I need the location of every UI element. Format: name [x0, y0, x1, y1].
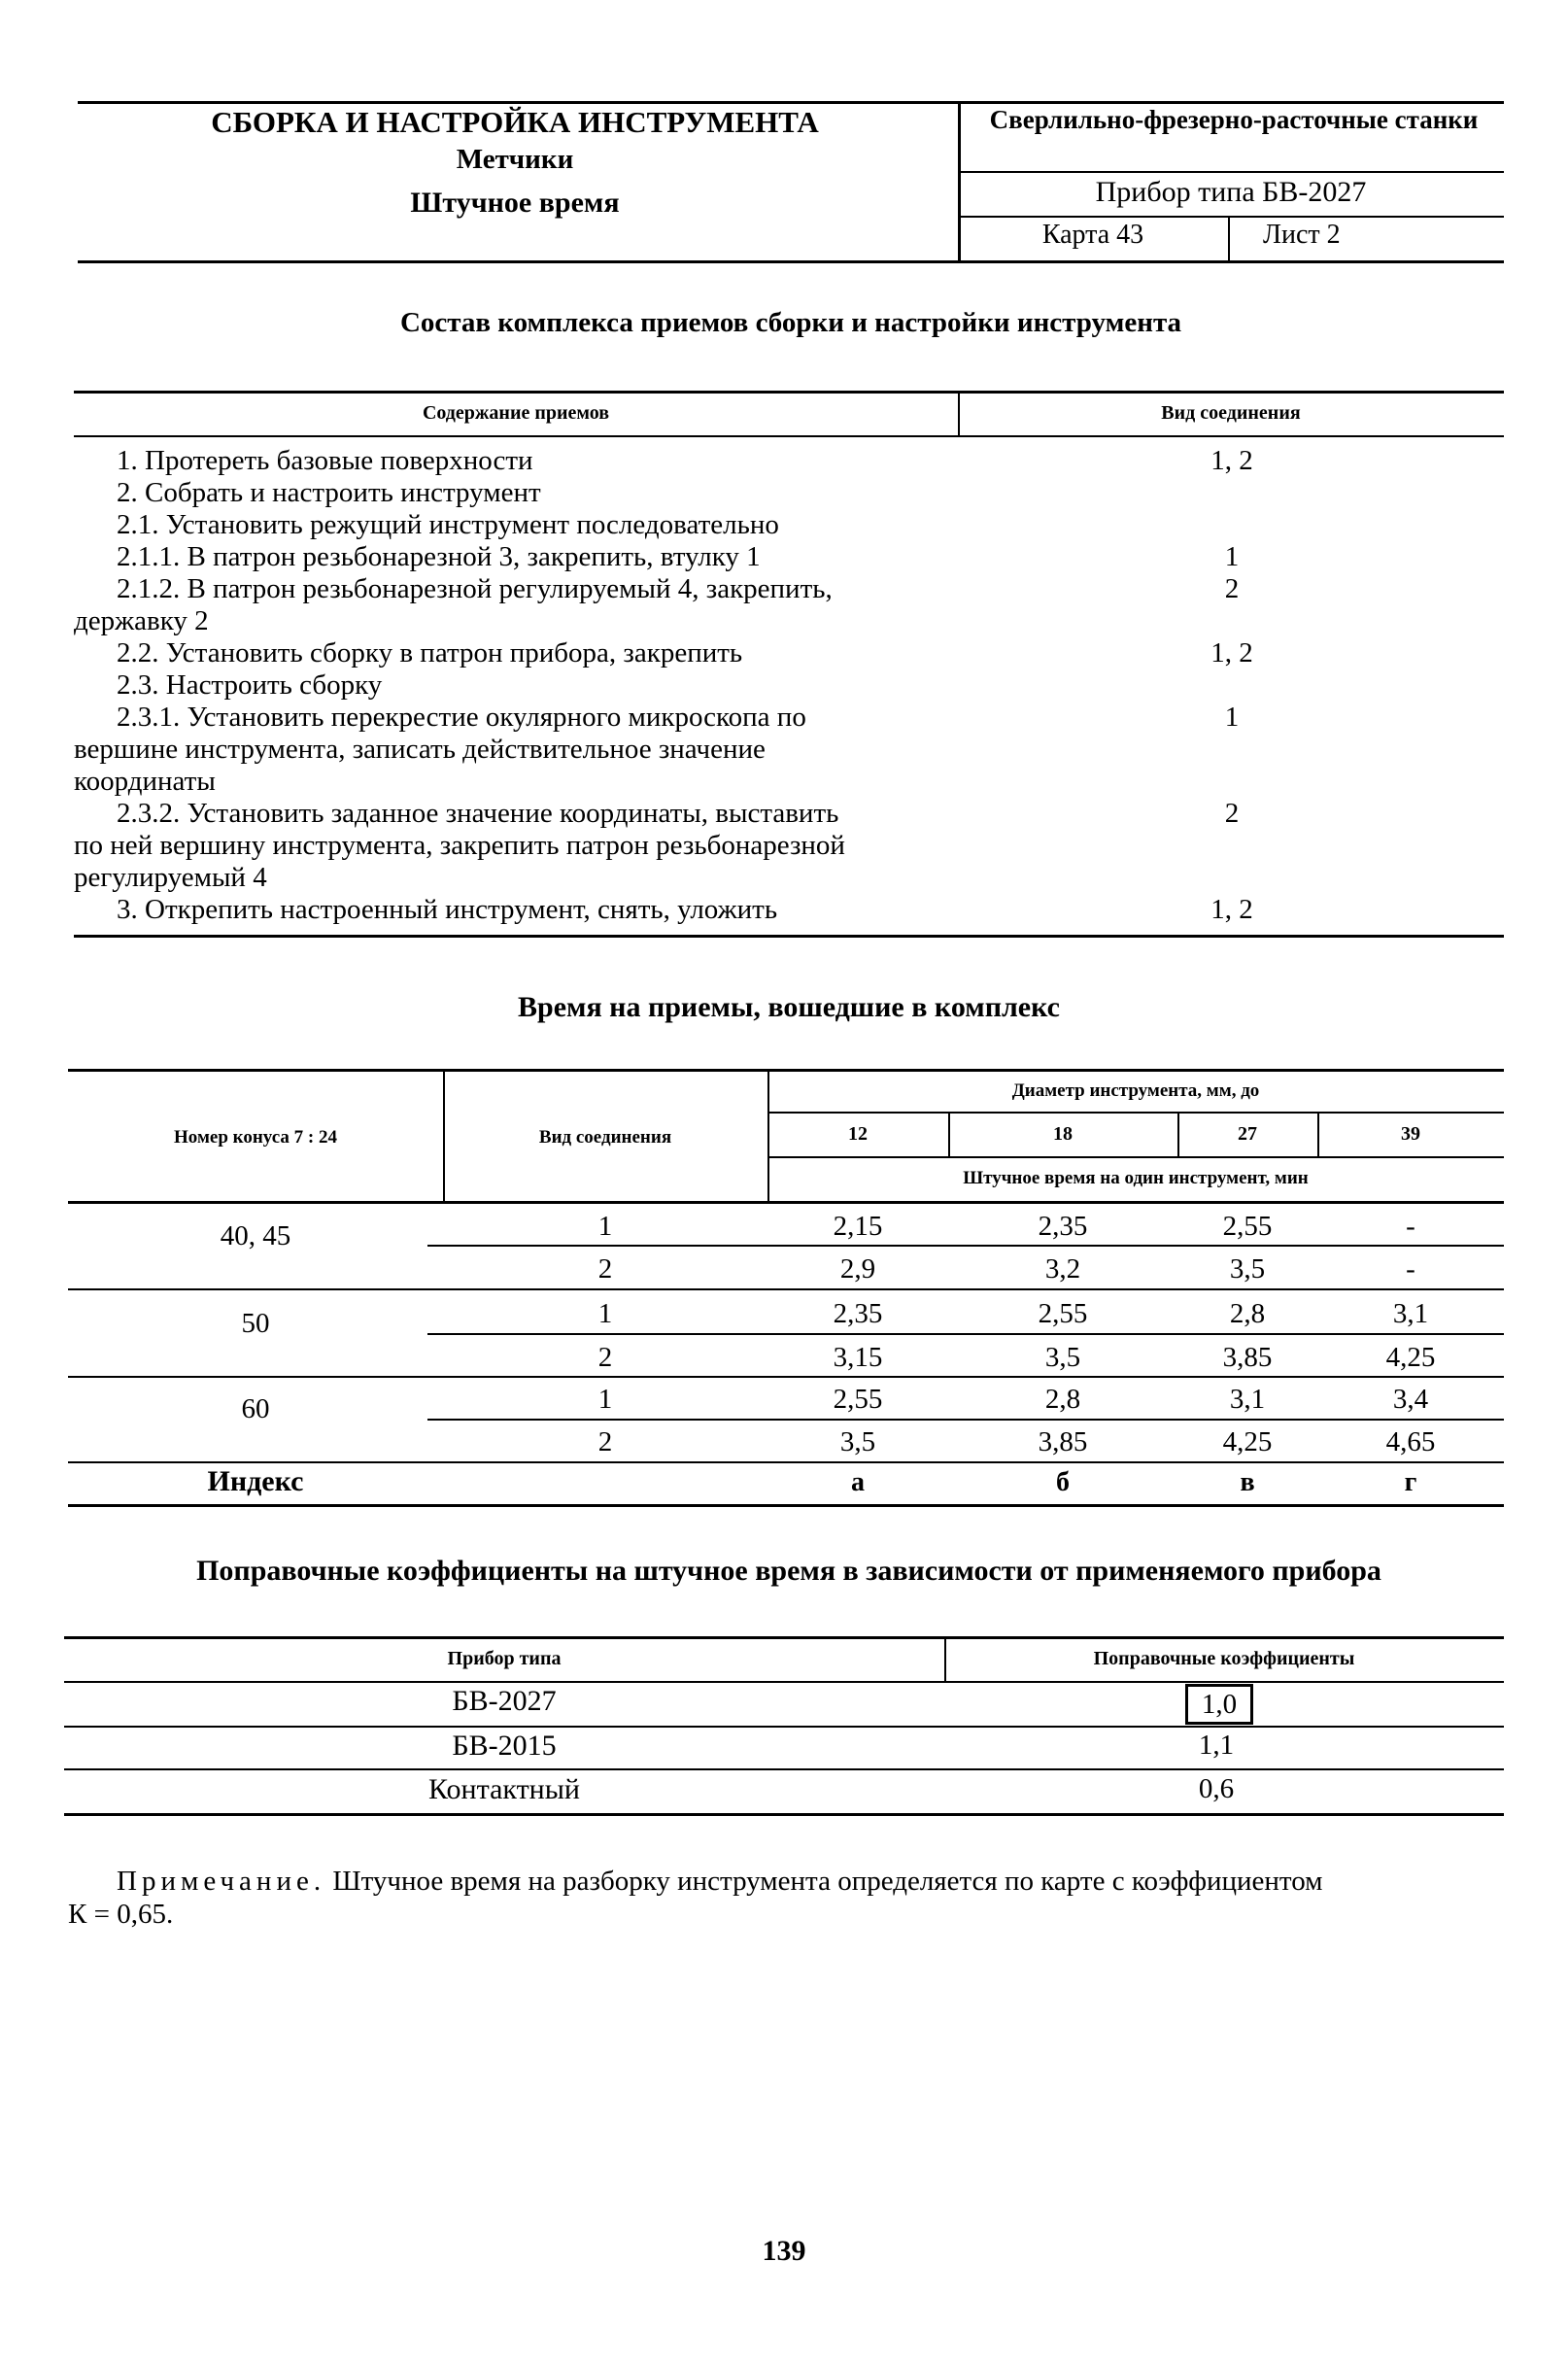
time-cell: 4,25 — [1385, 1342, 1436, 1373]
connection-type: 2 — [597, 1342, 613, 1373]
step-2-3-2-cont: по ней вершину инструмента, закрепить патрон резьбонарезной — [74, 830, 845, 861]
step-2: 2. Собрать и настроить инструмент — [117, 477, 541, 508]
cone-number: 60 — [241, 1393, 270, 1424]
header-machine: Сверлильно-фрезерно-расточные станки — [989, 105, 1479, 134]
header-subtitle2: Штучное время — [410, 187, 620, 219]
coef-row-2: 1,1 — [1198, 1730, 1235, 1761]
step-2-1-2-cont: державку 2 — [74, 605, 209, 636]
index-a: а — [851, 1467, 865, 1497]
diameter-18: 18 — [1053, 1123, 1073, 1145]
step-2-3-1-cont2: координаты — [74, 766, 216, 797]
step-2-1-2-value: 2 — [1224, 573, 1240, 604]
time-cell: - — [1406, 1253, 1415, 1285]
time-cell: 2,8 — [1044, 1384, 1081, 1415]
step-2-1-1: 2.1.1. В патрон резьбонарезной 3, закрепить, втулку 1 — [117, 541, 761, 572]
index-label: Индекс — [207, 1465, 304, 1497]
time-cell: 3,15 — [833, 1342, 883, 1373]
header-card: Карта 43 — [1041, 220, 1144, 250]
diameter-39: 39 — [1401, 1123, 1420, 1145]
index-b: б — [1056, 1467, 1070, 1497]
time-cell: 3,1 — [1392, 1298, 1429, 1329]
time-cell: 2,9 — [839, 1253, 876, 1285]
step-2-3-2-cont2: регулируемый 4 — [74, 862, 267, 893]
header-subtitle: Метчики — [456, 144, 574, 175]
coef-row-1: 1,0 — [1185, 1684, 1253, 1725]
time-cell: 3,5 — [839, 1426, 876, 1457]
connection-type: 2 — [597, 1253, 613, 1285]
connection-type: 1 — [597, 1384, 613, 1415]
diameter-12: 12 — [848, 1123, 868, 1145]
time-cell: 4,65 — [1385, 1426, 1436, 1457]
step-2-3-1-cont: вершине инструмента, записать действительное значение — [74, 734, 766, 765]
connection-type: 1 — [597, 1211, 613, 1242]
diameter-27: 27 — [1238, 1123, 1257, 1145]
device-row-1: БВ-2027 — [452, 1685, 557, 1717]
header-title: СБОРКА И НАСТРОЙКА ИНСТРУМЕНТА — [211, 105, 819, 139]
time-cell: 2,55 — [1038, 1298, 1088, 1329]
time-cell: 3,85 — [1222, 1342, 1273, 1373]
step-3-value: 1, 2 — [1210, 894, 1253, 925]
time-cell: 2,55 — [1222, 1211, 1273, 1242]
time-cell: 3,5 — [1229, 1253, 1266, 1285]
time-cell: 3,4 — [1392, 1384, 1429, 1415]
section2-unit-row: Штучное время на один инструмент, мин — [963, 1168, 1309, 1188]
time-cell: 2,8 — [1229, 1298, 1266, 1329]
time-cell: 4,25 — [1222, 1426, 1273, 1457]
step-2-3-1-value: 1 — [1224, 702, 1240, 733]
step-3: 3. Открепить настроенный инструмент, снять, уложить — [117, 894, 778, 925]
section2-title: Время на приемы, вошедшие в комплекс — [518, 991, 1060, 1023]
step-2-2: 2.2. Установить сборку в патрон прибора, закрепить — [117, 637, 743, 668]
step-2-3-2-value: 2 — [1224, 798, 1240, 829]
time-cell: - — [1406, 1211, 1415, 1242]
step-1-value: 1, 2 — [1210, 445, 1253, 476]
time-cell: 2,35 — [833, 1298, 883, 1329]
device-row-2: БВ-2015 — [452, 1730, 557, 1762]
step-2-3-2: 2.3.2. Установить заданное значение координаты, выставить — [117, 798, 839, 829]
device-row-3: Контактный — [428, 1773, 580, 1805]
connection-type: 2 — [597, 1426, 613, 1457]
header-sheet: Лист 2 — [1263, 220, 1341, 250]
index-g: г — [1404, 1467, 1417, 1497]
time-cell: 3,85 — [1038, 1426, 1088, 1457]
step-1: 1. Протереть базовые поверхности — [117, 445, 533, 476]
section1-col-content: Содержание приемов — [422, 402, 610, 424]
cone-number: 50 — [241, 1308, 270, 1339]
connection-type: 1 — [597, 1298, 613, 1329]
section1-title: Состав комплекса приемов сборки и настройки инструмента — [399, 307, 1182, 338]
section2-col-connection: Вид соединения — [538, 1127, 672, 1148]
section3-col-coef: Поправочные коэффициенты — [1093, 1648, 1355, 1669]
section2-col-diameter: Диаметр инструмента, мм, до — [1011, 1080, 1260, 1101]
section1-col-connection: Вид соединения — [1161, 402, 1301, 424]
step-2-2-value: 1, 2 — [1210, 637, 1253, 668]
note-label: Примечание. — [117, 1866, 326, 1897]
section2-col-cone: Номер конуса 7 : 24 — [174, 1127, 337, 1148]
section3-col-device: Прибор типа — [447, 1648, 562, 1669]
time-cell: 2,15 — [833, 1211, 883, 1242]
page-number: 139 — [762, 2235, 806, 2267]
time-cell: 2,35 — [1038, 1211, 1088, 1242]
step-2-3-1: 2.3.1. Установить перекрестие окулярного микроскопа по — [117, 702, 806, 733]
time-cell: 2,55 — [833, 1384, 883, 1415]
time-cell: 3,1 — [1229, 1384, 1266, 1415]
section3-title: Поправочные коэффициенты на штучное время в зависимости от применяемого прибора — [196, 1555, 1381, 1587]
step-2-1: 2.1. Установить режущий инструмент последовательно — [117, 509, 779, 540]
cone-number: 40, 45 — [220, 1220, 291, 1251]
index-v: в — [1240, 1467, 1255, 1497]
note-text: Штучное время на разборку инструмента определяется по карте с коэффициентом — [325, 1866, 1323, 1897]
time-cell: 3,5 — [1044, 1342, 1081, 1373]
note-text2: К = 0,65. — [68, 1899, 174, 1930]
step-2-1-2: 2.1.2. В патрон резьбонарезной регулируемый 4, закрепить, — [117, 573, 833, 604]
coef-row-3: 0,6 — [1198, 1773, 1235, 1804]
step-2-1-1-value: 1 — [1224, 541, 1240, 572]
step-2-3: 2.3. Настроить сборку — [117, 669, 383, 701]
header-device: Прибор типа БВ-2027 — [1095, 176, 1367, 208]
time-cell: 3,2 — [1044, 1253, 1081, 1285]
